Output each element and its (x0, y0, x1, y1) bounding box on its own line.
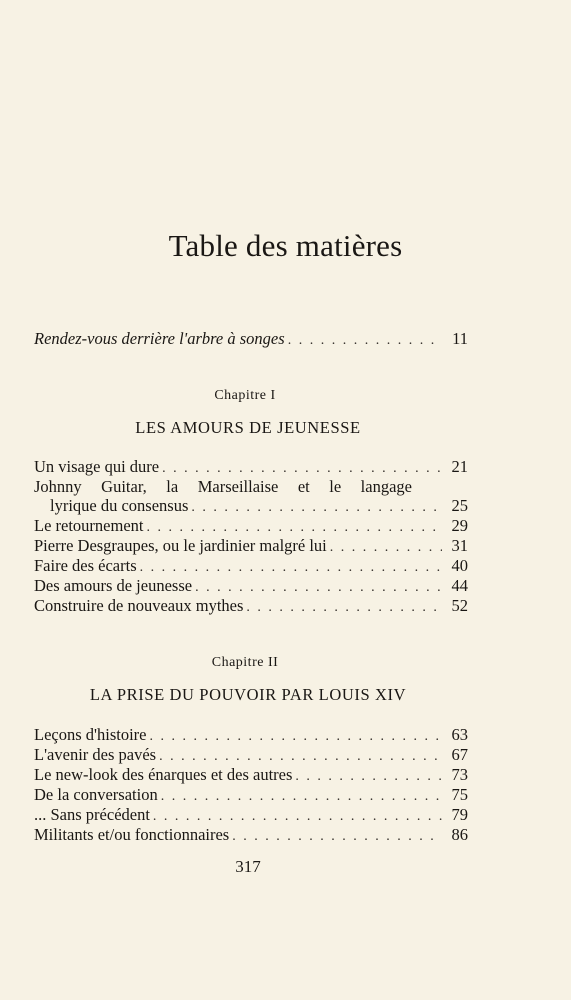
toc-entry-title-line1[interactable]: Johnny Guitar, la Marseillaise et le langage (34, 477, 412, 496)
leader-dots (195, 578, 442, 597)
toc-entry-title: Leçons d'histoire (34, 725, 147, 744)
toc-entry[interactable] (34, 745, 468, 766)
toc-entry-title: Pierre Desgraupes, ou le jardinier malgré lui (34, 536, 327, 555)
toc-entry-title: ... Sans précédent (34, 805, 150, 824)
toc-entry-title: lyrique du consensus (50, 496, 189, 515)
toc-entry-page: 75 (451, 785, 468, 804)
toc-entry[interactable] (34, 785, 468, 806)
toc-entry-title: Le new-look des énarques et des autres (34, 765, 293, 784)
toc-entry-title: De la conversation (34, 785, 158, 804)
leader-dots (288, 331, 442, 350)
toc-entry-title: Un visage qui dure (34, 457, 160, 476)
toc-entry-prologue[interactable] (34, 329, 468, 350)
toc-entry[interactable] (34, 596, 468, 617)
leader-dots (140, 558, 442, 577)
page-number: 317 (235, 857, 261, 876)
toc-entry-title: Militants et/ou fonctionnaires (34, 825, 230, 844)
toc-entry-page: 73 (451, 765, 468, 784)
leader-dots (153, 807, 442, 826)
leader-dots (295, 767, 442, 786)
toc-entry-page: 44 (451, 576, 468, 595)
toc-entry-title: Rendez-vous derrière l'arbre à songes (34, 329, 285, 348)
leader-dots (159, 747, 442, 766)
toc-entry[interactable] (34, 457, 468, 478)
page-title: Table des matières (168, 228, 403, 263)
toc-entry[interactable] (50, 496, 468, 517)
toc-entry[interactable] (34, 556, 468, 577)
toc-entry[interactable] (34, 725, 468, 746)
toc-entry-title: Faire des écarts (34, 556, 137, 575)
toc-entry[interactable] (34, 825, 468, 846)
toc-entry-page: 11 (452, 329, 468, 348)
toc-entry-page: 21 (451, 457, 468, 476)
toc-entry-page: 25 (451, 496, 468, 515)
toc-entry-page: 52 (451, 596, 468, 615)
toc-entry[interactable] (34, 516, 468, 537)
toc-entry[interactable] (34, 576, 468, 597)
toc-entry-page: 63 (451, 725, 468, 744)
chapter-title: LES AMOURS DE JEUNESSE (135, 418, 361, 437)
leader-dots (232, 827, 442, 846)
toc-entry-title: L'avenir des pavés (34, 745, 157, 764)
leader-dots (162, 459, 442, 478)
toc-entry[interactable] (34, 765, 468, 786)
toc-entry-page: 40 (451, 556, 468, 575)
chapter-label: Chapitre I (214, 388, 276, 403)
toc-entry-page: 79 (451, 805, 468, 824)
chapter-label: Chapitre II (211, 655, 279, 670)
leader-dots (191, 498, 442, 517)
toc-entry-page: 86 (451, 825, 468, 844)
toc-entry-page: 67 (451, 745, 468, 764)
toc-entry-page: 31 (451, 536, 468, 555)
leader-dots (161, 787, 442, 806)
leader-dots (147, 518, 443, 537)
toc-entry[interactable] (34, 536, 468, 557)
leader-dots (246, 598, 442, 617)
toc-entry[interactable] (34, 805, 468, 826)
chapter-title: LA PRISE DU POUVOIR PAR LOUIS XIV (89, 685, 407, 704)
leader-dots (330, 538, 442, 557)
toc-entry-title: Des amours de jeunesse (34, 576, 193, 595)
toc-entry-title: Construire de nouveaux mythes (34, 596, 244, 615)
leader-dots (150, 727, 443, 746)
toc-entry-title: Le retournement (34, 516, 144, 535)
toc-entry-page: 29 (451, 516, 468, 535)
